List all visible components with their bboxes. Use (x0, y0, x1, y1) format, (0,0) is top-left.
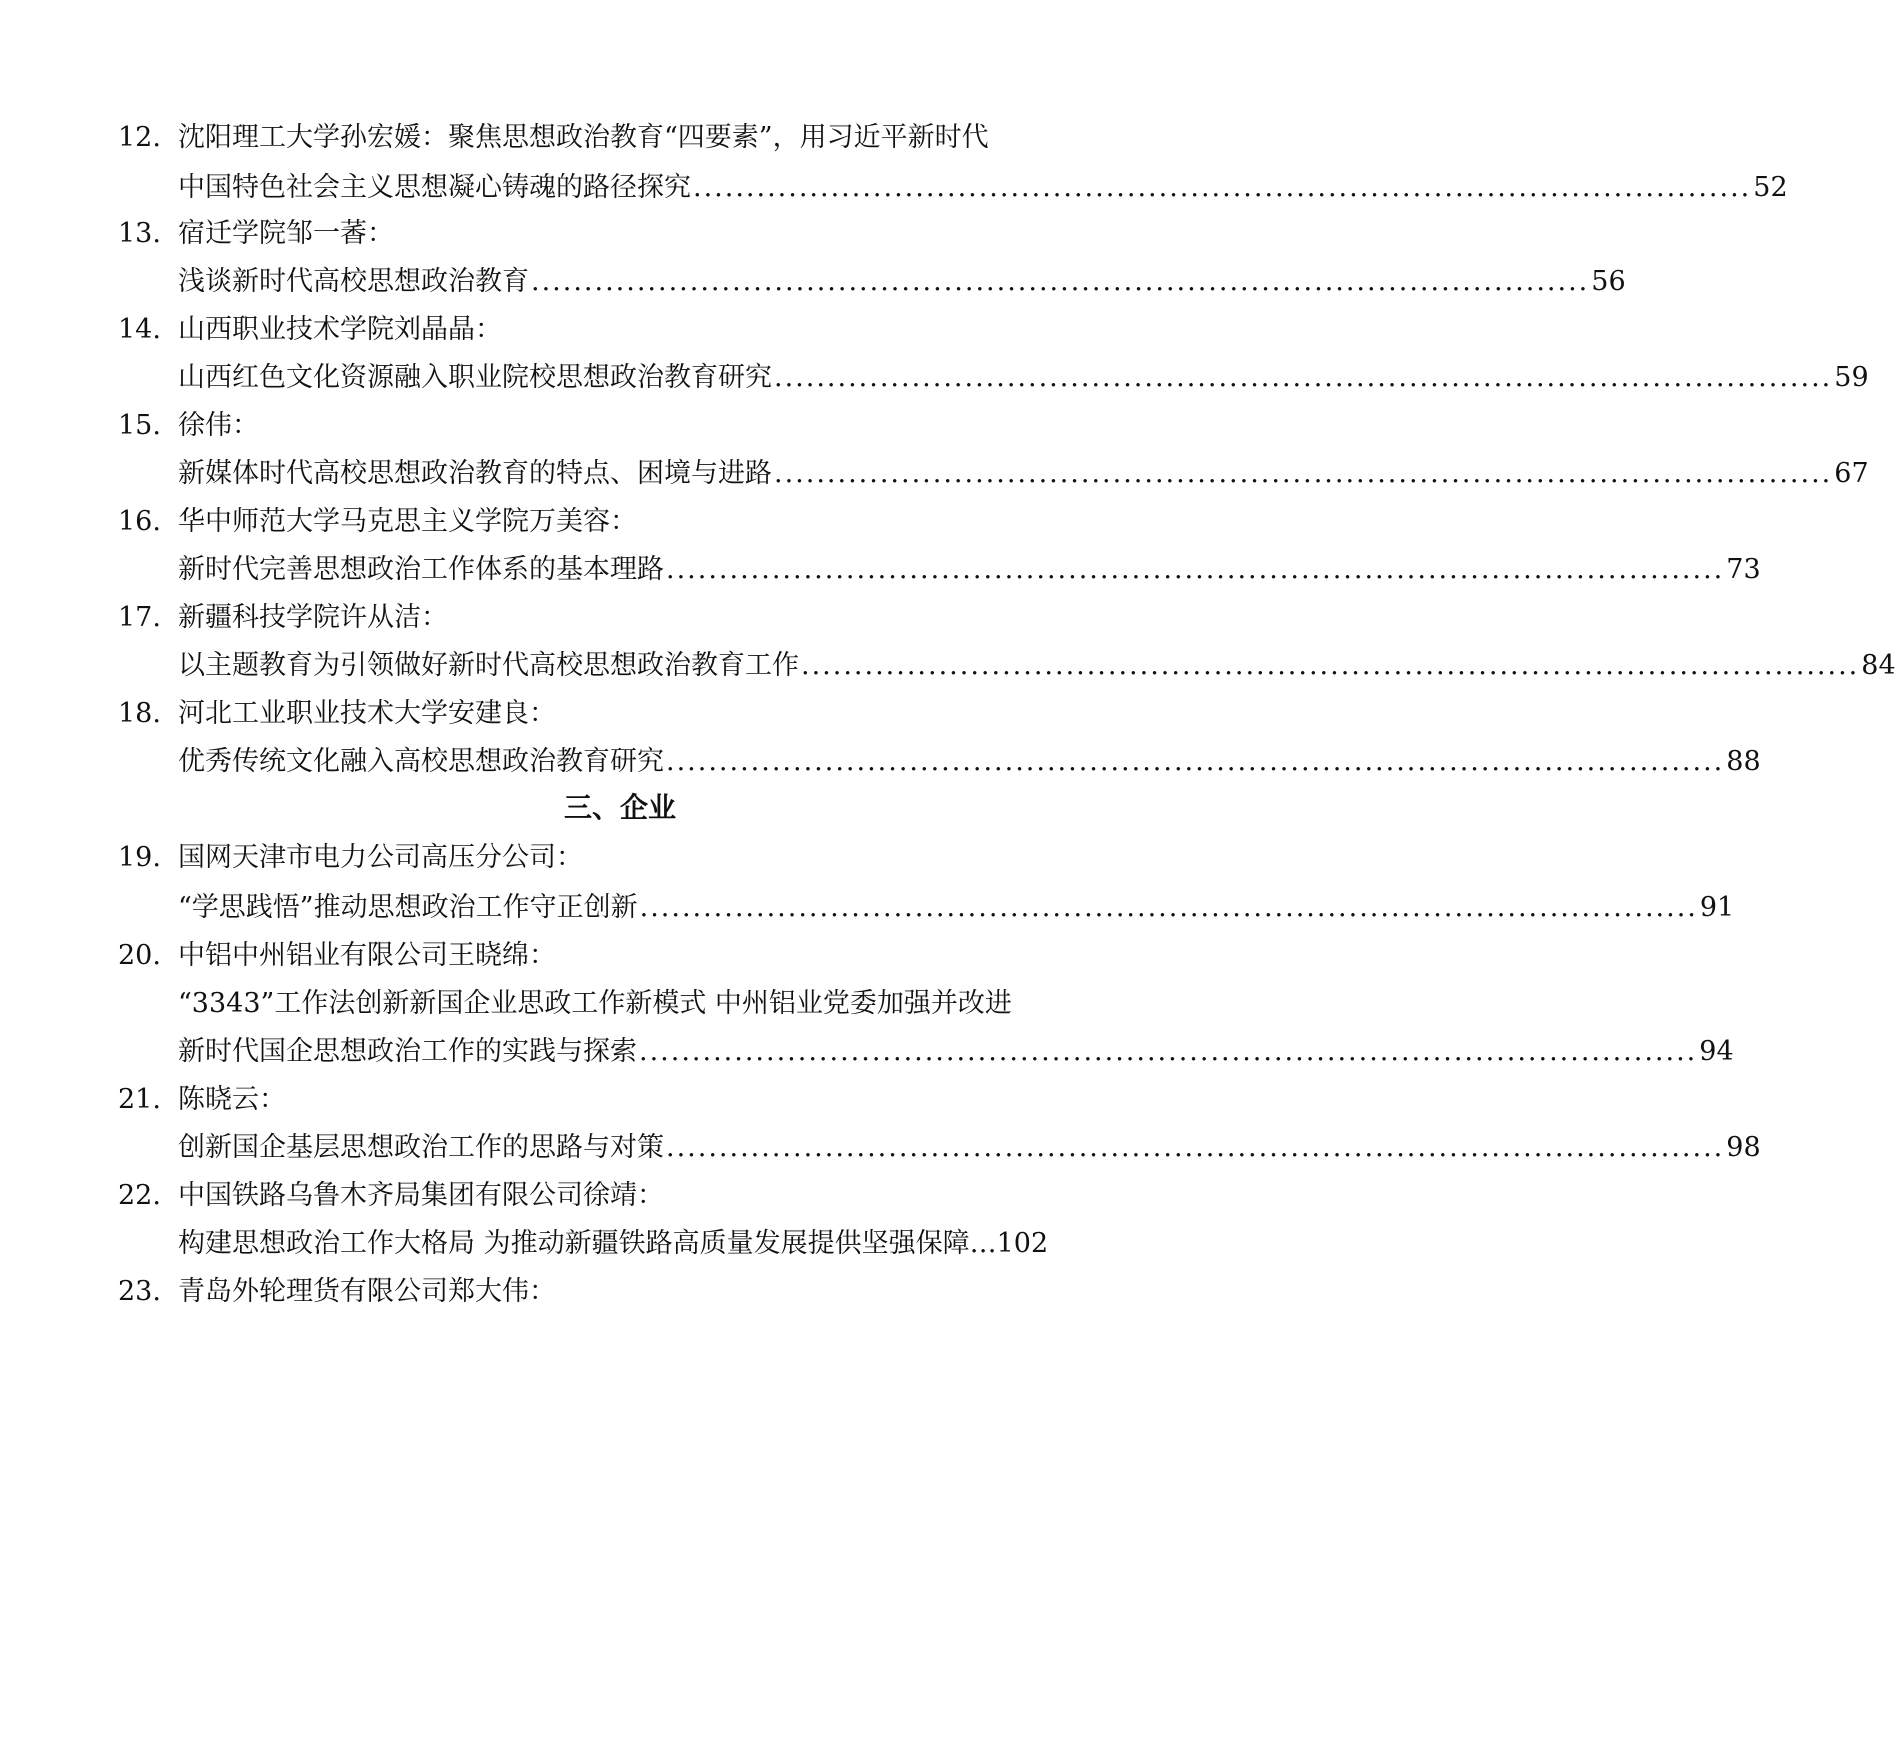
entry-number: 12. (118, 122, 161, 153)
toc-entry-13-title[interactable] (178, 262, 1626, 302)
page-number: 98 (1726, 1132, 1761, 1163)
entry-author: 国网天津市电力公司高压分公司： (178, 842, 583, 873)
page-number: 67 (1834, 458, 1869, 489)
entry-author: 中国铁路乌鲁木齐局集团有限公司徐靖： (178, 1180, 664, 1211)
entry-title: 浅谈新时代高校思想政治教育 (178, 266, 529, 297)
toc-entry-19-title[interactable] (178, 888, 1735, 928)
page-number: 52 (1753, 172, 1788, 203)
entry-title: 新时代国企思想政治工作的实践与探索 (178, 1036, 637, 1067)
entry-author: 沈阳理工大学孙宏媛：聚焦思想政治教育“四要素”，用习近平新时代 (178, 122, 989, 153)
leader-dots: .................................................................................................... (801, 650, 1860, 681)
leader-dots: .................................................................................................... (666, 746, 1725, 777)
ellipsis: … (969, 1228, 997, 1259)
page-number: 91 (1699, 892, 1735, 923)
entry-author: 华中师范大学马克思主义学院万美容： (178, 506, 637, 537)
entry-title: 新媒体时代高校思想政治教育的特点、困境与进路 (178, 458, 772, 489)
entry-author: 青岛外轮理货有限公司郑大伟： (178, 1276, 556, 1307)
entry-title: 构建思想政治工作大格局 为推动新疆铁路高质量发展提供坚强保障 (178, 1228, 970, 1259)
entry-number: 23. (118, 1276, 161, 1307)
leader-dots: .................................................................................................... (639, 892, 1698, 923)
entry-number: 19. (118, 842, 161, 873)
entry-author: 陈晓云： (178, 1084, 286, 1115)
page-number: 56 (1591, 266, 1626, 297)
page-number: 88 (1726, 746, 1761, 777)
leader-dots: .................................................................................................... (666, 554, 1725, 585)
entry-title: 创新国企基层思想政治工作的思路与对策 (178, 1132, 664, 1163)
entry-title: “学思践悟”推动思想政治工作守正创新 (178, 892, 638, 923)
leader-dots: .................................................................................................... (639, 1036, 1698, 1067)
toc-entry-17-title[interactable] (178, 646, 1896, 686)
toc-entry-21-title[interactable] (178, 1128, 1761, 1168)
entry-title: 山西红色文化资源融入职业院校思想政治教育研究 (178, 362, 772, 393)
entry-number: 21. (118, 1084, 161, 1115)
entry-title: 优秀传统文化融入高校思想政治教育研究 (178, 746, 664, 777)
leader-dots: .................................................................................................... (693, 172, 1752, 203)
toc-entry-18-title[interactable] (178, 742, 1761, 782)
entry-number: 22. (118, 1180, 161, 1211)
entry-title-wrap (178, 1224, 1048, 1264)
toc-entry-14-title[interactable] (178, 358, 1869, 398)
entry-title: 中国特色社会主义思想凝心铸魂的路径探究 (178, 172, 691, 203)
leader-dots: .................................................................................................... (531, 266, 1590, 297)
entry-author: 山西职业技术学院刘晶晶： (178, 314, 502, 345)
entry-title: 新时代完善思想政治工作体系的基本理路 (178, 554, 664, 585)
leader-dots: .................................................................................................... (666, 1132, 1725, 1163)
entry-number: 15. (118, 410, 161, 441)
toc-entry-15-title[interactable] (178, 454, 1869, 494)
toc-entry-12-title[interactable] (178, 168, 1788, 208)
page-number: 94 (1699, 1036, 1734, 1067)
page-number: 59 (1834, 362, 1869, 393)
entry-number: 17. (118, 602, 161, 633)
entry-author: 宿迁学院邹一萫： (178, 218, 394, 249)
entry-number: 16. (118, 506, 161, 537)
entry-title: “3343”工作法创新新国企业思政工作新模式 中州铝业党委加强并改进 (178, 988, 1012, 1019)
leader-dots: .................................................................................................... (774, 458, 1833, 489)
toc-entry-20-title-line2[interactable] (178, 1032, 1734, 1072)
leader-dots: .................................................................................................... (774, 362, 1833, 393)
entry-number: 20. (118, 940, 161, 971)
entry-author: 中铝中州铝业有限公司王晓绵： (178, 940, 556, 971)
entry-title: 以主题教育为引领做好新时代高校思想政治教育工作 (178, 650, 799, 681)
entry-author: 新疆科技学院许从洁： (178, 602, 448, 633)
page-number: 73 (1726, 554, 1761, 585)
entry-number: 18. (118, 698, 161, 729)
toc-entry-16-title[interactable] (178, 550, 1761, 590)
entry-author: 徐伟： (178, 410, 259, 441)
page-number: 84 (1861, 650, 1896, 681)
entry-number: 13. (118, 218, 161, 249)
entry-number: 14. (118, 314, 161, 345)
page-number: 102 (996, 1228, 1049, 1259)
section-heading: 三、企业 (563, 791, 676, 824)
entry-author: 河北工业职业技术大学安建良： (178, 698, 556, 729)
